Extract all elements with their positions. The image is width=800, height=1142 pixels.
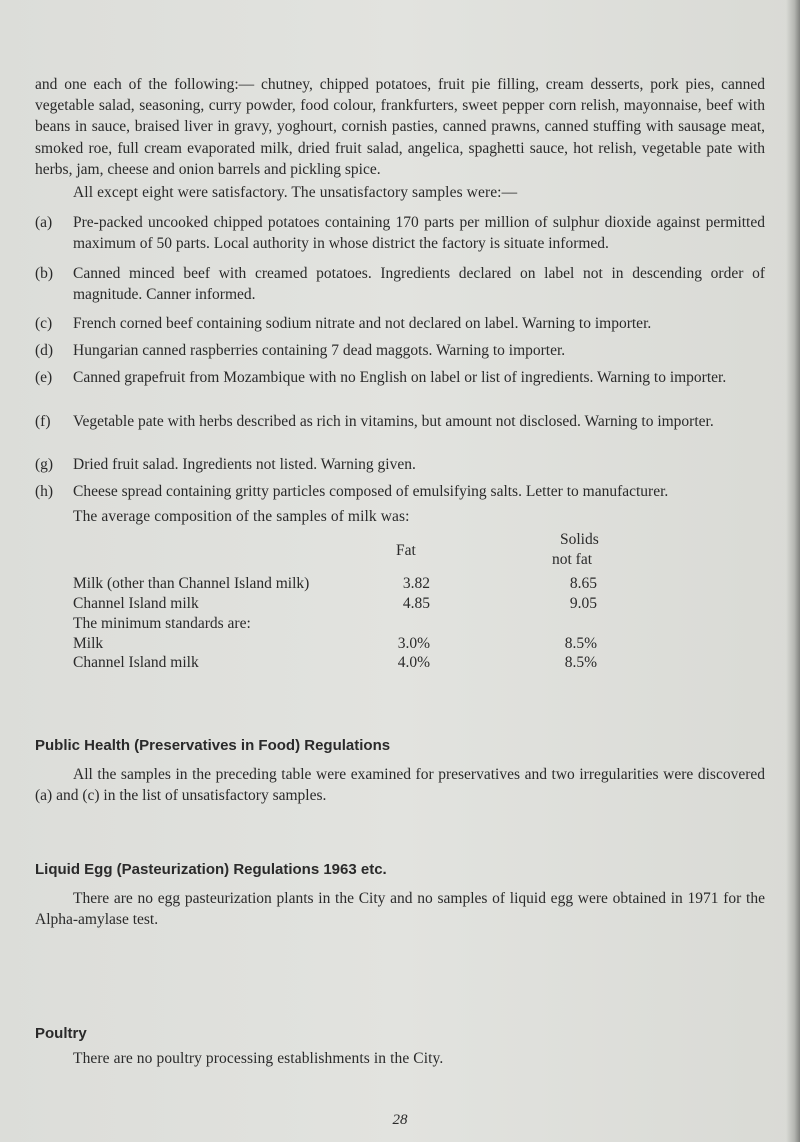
list-item — [35, 411, 765, 432]
list-item — [35, 454, 765, 475]
section-body: There are no poultry processing establishments in the City. — [73, 1050, 444, 1067]
list-item-label: (e) — [35, 369, 53, 386]
list-item-text: Hungarian canned raspberries containing 7 dead maggots. Warning to importer. — [73, 342, 566, 359]
list-item-text: Vegetable pate with herbs described as rich in vitamins, but amount not disclosed. Warning to importer. — [73, 413, 714, 430]
list-item-label: (h) — [35, 483, 54, 500]
table-cell-fat: 4.85 — [402, 595, 430, 612]
section-body: There are no egg pasteurization plants in the City and no samples of liquid egg were obtained in 1971 for the Alpha-amylase test. — [35, 890, 765, 929]
table-row-label: Channel Island milk — [73, 654, 199, 671]
list-item-text: Pre-packed uncooked chipped potatoes containing 170 parts per million of sulphur dioxide against permitted maximum of 50 parts. Local authority in whose district the factory is situate informed. — [73, 214, 765, 253]
table-cell-fat: 4.0% — [397, 654, 430, 671]
section-heading: Liquid Egg (Pasteurization) Regulations 1963 etc. — [35, 861, 387, 878]
list-item-label: (d) — [35, 342, 54, 359]
list-item-text: Cheese spread containing gritty particles composed of emulsifying salts. Letter to manufacturer. — [73, 483, 669, 500]
list-item-text: French corned beef containing sodium nitrate and not declared on label. Warning to importer. — [73, 315, 652, 332]
list-item — [35, 212, 765, 254]
list-item-text: Dried fruit salad. Ingredients not listed. Warning given. — [73, 456, 416, 473]
list-item-text: Canned grapefruit from Mozambique with no English on label or list of ingredients. Warning to importer. — [73, 369, 727, 386]
table-cell-solids: 8.5% — [564, 654, 597, 671]
summary-line: All except eight were satisfactory. The unsatisfactory samples were:— — [73, 184, 518, 201]
list-item — [35, 340, 765, 361]
table-row-label: Milk (other than Channel Island milk) — [73, 575, 310, 592]
list-item-label: (f) — [35, 413, 51, 430]
list-item — [35, 367, 765, 388]
list-item-label: (c) — [35, 315, 53, 332]
list-item — [35, 313, 765, 334]
section-body: All the samples in the preceding table were examined for preservatives and two irregularities were discovered (a) and (c) in the list of unsatisfactory samples. — [35, 766, 765, 805]
column-header-not-fat: not fat — [552, 551, 593, 568]
section-heading: Poultry — [35, 1025, 87, 1042]
page-number: 28 — [392, 1112, 408, 1128]
page-edge-shadow — [786, 0, 800, 1142]
table-row-label: Milk — [73, 635, 104, 652]
list-item-label: (g) — [35, 456, 54, 473]
table-cell-fat: 3.0% — [397, 635, 430, 652]
list-item-label: (b) — [35, 265, 54, 282]
table-row-label: Channel Island milk — [73, 595, 199, 612]
table-cell-fat: 3.82 — [402, 575, 430, 592]
intro-paragraph: and one each of the following:— chutney, chipped potatoes, fruit pie filling, cream desserts, pork pies, canned vegetable salad, seasoning, curry powder, food colour, frankfurters, sweet pepper corn relish, mayonnaise, beef with beans in sauce, braised liver in gravy, yoghourt, cornish pasties, canned prawns, canned stuffing with sausage meat, smoked roe, full cream evaporated milk, dried fruit salad, angelica, spaghetti sauce, hot relish, vegetable pate with herbs, jam, cheese and onion barrels and pickling spice. — [35, 76, 765, 178]
section-heading: Public Health (Preservatives in Food) Regulations — [35, 737, 391, 754]
list-item — [35, 263, 765, 305]
list-item — [35, 481, 765, 502]
table-cell-solids: 8.65 — [569, 575, 597, 592]
list-item-label: (a) — [35, 214, 53, 231]
table-cell-solids: 9.05 — [569, 595, 597, 612]
column-header-fat: Fat — [396, 542, 416, 559]
table-cell-solids: 8.5% — [564, 635, 597, 652]
list-item-text: Canned minced beef with creamed potatoes. Ingredients declared on label not in descending order of magnitude. Canner informed. — [73, 265, 765, 304]
table-row-label: The minimum standards are: — [73, 615, 251, 632]
column-header-solids: Solids — [560, 531, 599, 548]
milk-intro: The average composition of the samples of milk was: — [73, 508, 410, 525]
